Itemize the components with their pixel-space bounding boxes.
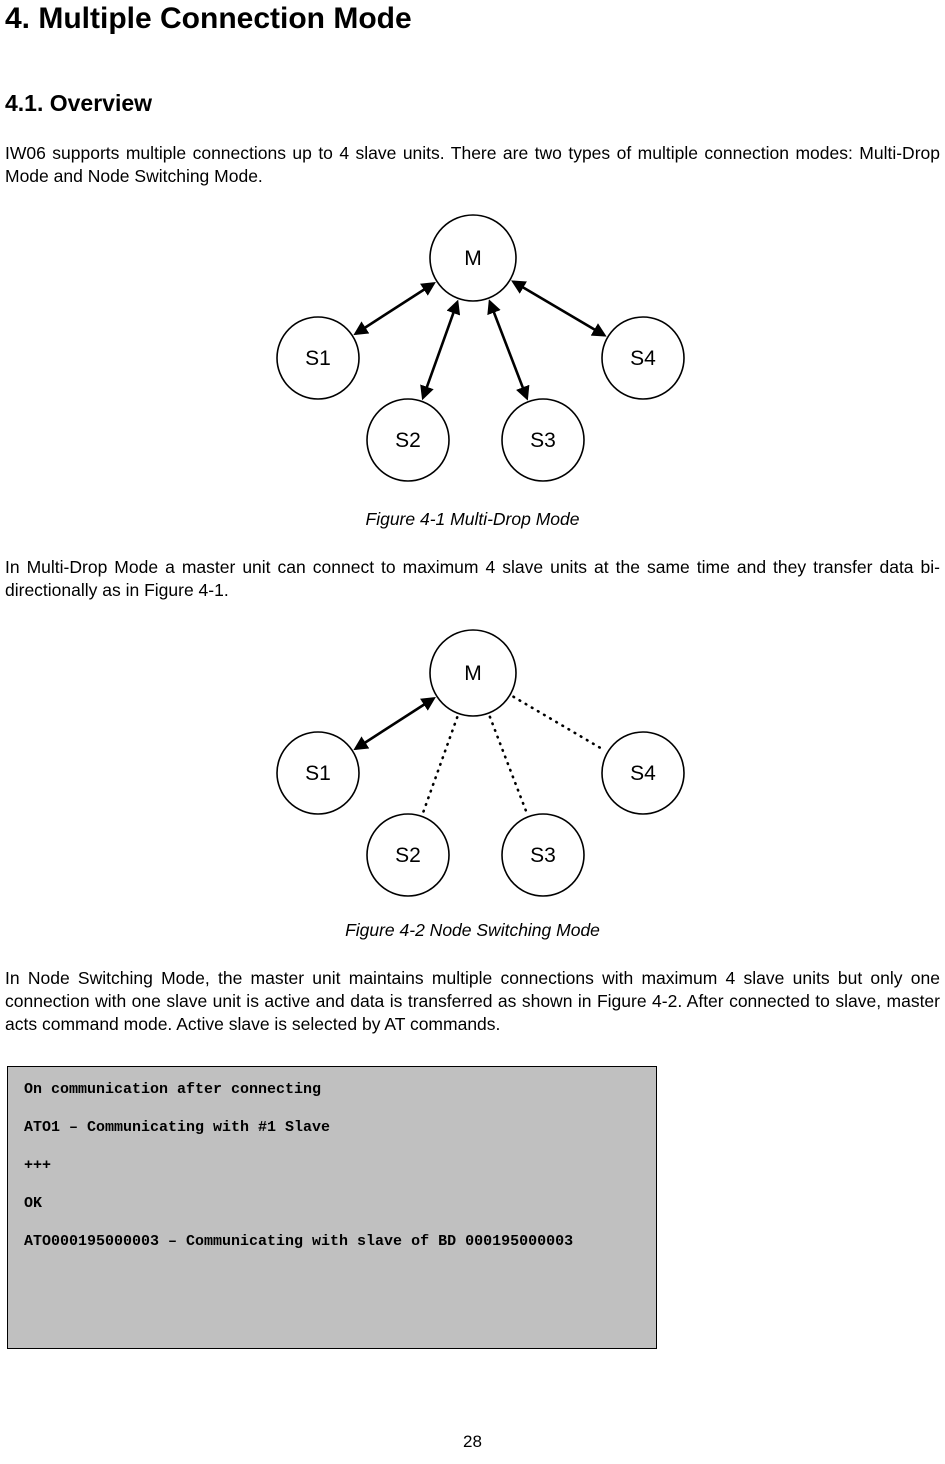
slave-node-1-label: S1 xyxy=(304,346,331,370)
figure-node-switching-caption: Figure 4-2 Node Switching Mode xyxy=(345,920,600,941)
link-m-s4-arrow xyxy=(513,282,604,335)
terminal-line: ATO1 – Communicating with #1 Slave xyxy=(24,1118,331,1136)
link-m-s3-arrow xyxy=(489,302,526,398)
terminal-line: ATO000195000003 – Communicating with slave of BD 000195000003 xyxy=(24,1232,574,1250)
terminal-example-box xyxy=(7,1066,657,1349)
link-m-s4-dotted xyxy=(513,697,604,750)
slave-node-4-label: S4 xyxy=(629,346,656,370)
paragraph-overview: IW06 supports multiple connections up to 4 slave units. There are two types of multiple connection modes: Multi-Drop Mode and Node Switching Mode. xyxy=(5,143,940,187)
slave-node-3-label: S3 xyxy=(529,428,556,452)
page-number: 28 xyxy=(463,1432,482,1451)
link-m-s3-dotted xyxy=(489,717,526,813)
link-m-s1-arrow-active xyxy=(355,699,433,749)
master-node-label: M xyxy=(463,246,482,270)
link-m-s1-arrow xyxy=(355,283,433,333)
section-title-overview: 4.1. Overview xyxy=(5,90,153,116)
terminal-line: OK xyxy=(24,1194,43,1212)
figure-node-switching-diagram xyxy=(243,623,703,908)
figure-multi-drop-caption: Figure 4-1 Multi-Drop Mode xyxy=(365,508,580,529)
paragraph-multi-drop: In Multi-Drop Mode a master unit can connect to maximum 4 slave units at the same time and they transfer data bi-directionally as in Figure 4-1. xyxy=(5,556,940,600)
terminal-line: On communication after connecting xyxy=(24,1080,322,1098)
slave-node-2-label: S2 xyxy=(394,844,421,868)
figure-multi-drop-diagram xyxy=(243,208,703,493)
slave-node-4-label: S4 xyxy=(629,762,656,786)
slave-node-2-label: S2 xyxy=(394,428,421,452)
paragraph-node-switching: In Node Switching Mode, the master unit maintains multiple connections with maximum 4 slave units but only one connection with one slave unit is active and data is transferred as shown in Figure 4-2. After connected to slave, master acts command mode. Active slave is selected by AT commands. xyxy=(5,968,940,1034)
page-title: 4. Multiple Connection Mode xyxy=(5,2,412,35)
slave-node-1-label: S1 xyxy=(304,762,331,786)
link-m-s2-dotted xyxy=(423,718,457,813)
slave-node-3-label: S3 xyxy=(529,844,556,868)
terminal-line: +++ xyxy=(24,1156,52,1174)
master-node-label: M xyxy=(463,662,482,686)
link-m-s2-arrow xyxy=(423,302,457,397)
